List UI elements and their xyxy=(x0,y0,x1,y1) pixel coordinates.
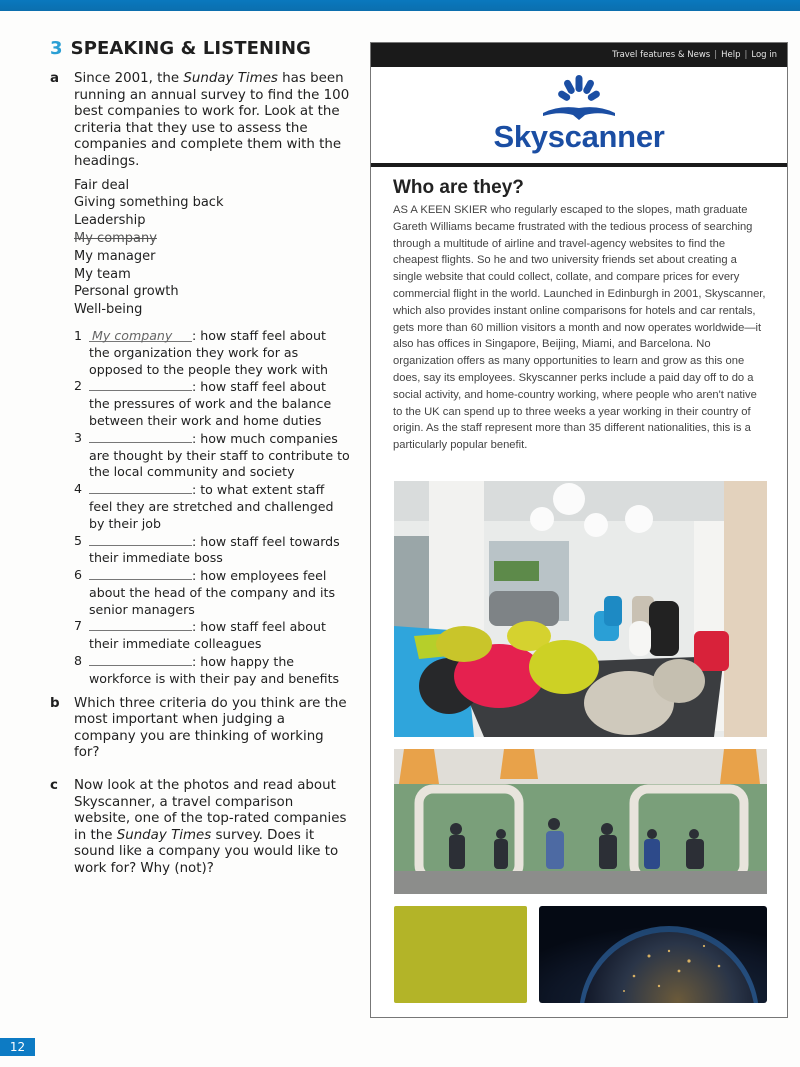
criteria-item xyxy=(74,653,350,688)
color-swatch xyxy=(394,906,527,1003)
heading-item-used: My company xyxy=(74,230,157,246)
section-number: 3 xyxy=(50,38,63,59)
criteria-item xyxy=(74,481,350,532)
article xyxy=(371,167,787,454)
task-letter: c xyxy=(50,778,58,794)
answer-blank[interactable] xyxy=(89,481,192,494)
site-nav-bar xyxy=(371,43,787,67)
criteria-text: : how staff feel about the organization they work for as opposed to the people they work with xyxy=(89,327,329,377)
nav-link-login[interactable]: Log in xyxy=(751,50,777,60)
earth-illustration xyxy=(539,906,767,1003)
criteria-item xyxy=(74,378,350,429)
task-b-text: Which three criteria do you think are the most important when judging a company you are thinking of working for? xyxy=(74,695,347,761)
nav-link-help[interactable]: Help xyxy=(721,50,741,60)
criteria-text: : to what extent staff feel they are stretched and challenged by their job xyxy=(89,482,334,531)
item-number: 7 xyxy=(74,618,83,634)
criteria-item xyxy=(74,328,350,378)
criteria-item xyxy=(74,533,350,568)
skyscanner-webpage xyxy=(370,42,788,1018)
publication-name: Sunday Times xyxy=(116,827,212,843)
item-number: 5 xyxy=(74,532,83,548)
top-color-bar xyxy=(0,0,800,11)
item-number: 1 xyxy=(74,327,83,343)
page-number: 12 xyxy=(0,1038,35,1056)
nav-separator: | xyxy=(714,50,718,60)
headings-list xyxy=(74,177,350,319)
item-number: 6 xyxy=(74,567,83,583)
answer-blank[interactable] xyxy=(89,533,192,546)
answer-blank[interactable] xyxy=(89,653,192,666)
criteria-item xyxy=(74,567,350,618)
item-number: 2 xyxy=(74,378,83,394)
heading-item: Giving something back xyxy=(74,195,224,211)
criteria-text: : how happy the workforce is with their pay and benefits xyxy=(89,654,340,686)
text-part: survey. Does it sound like a company you would like to work for? Why (not)? xyxy=(74,827,339,877)
item-number: 3 xyxy=(74,429,83,445)
task-a-instructions xyxy=(74,71,350,171)
section-title xyxy=(50,38,350,59)
task-a xyxy=(50,71,350,688)
heading-item: Well-being xyxy=(74,302,143,318)
criteria-item xyxy=(74,618,350,653)
office-lounge-photo xyxy=(394,481,767,737)
task-b xyxy=(50,696,350,762)
answer-blank[interactable] xyxy=(89,567,192,580)
logo-wordmark: Skyscanner xyxy=(493,119,665,154)
item-number: 8 xyxy=(74,653,83,669)
criteria-list xyxy=(74,328,350,688)
task-letter: a xyxy=(50,71,60,86)
answer-blank[interactable] xyxy=(89,378,192,391)
heading-item: Leadership xyxy=(74,213,146,229)
office-lounge-illustration xyxy=(394,481,767,737)
heading-item: Fair deal xyxy=(74,177,130,193)
heading-item: Personal growth xyxy=(74,284,179,300)
sunrise-icon xyxy=(539,75,619,121)
cafe-booths-photo xyxy=(394,749,767,894)
article-heading: Who are they? xyxy=(393,177,524,198)
text-part: Now look at the photos and read about Skyscanner, a travel comparison website, one of the top-rated companies in the xyxy=(74,778,347,843)
text-part: has been running an annual survey to find the 100 best companies to work for. Look at the criteria that they use to assess the companies and complete them with the headings. xyxy=(74,71,350,169)
text-part: Since 2001, the xyxy=(74,71,184,86)
criteria-text: : how staff feel about their immediate colleagues xyxy=(89,619,326,652)
criteria-text: : how staff feel about the pressures of work and the balance between their work and home duties xyxy=(89,379,332,428)
criteria-text: : how staff feel towards their immediate boss xyxy=(89,533,340,566)
exercise-column xyxy=(50,38,350,878)
nav-link-travel-features[interactable]: Travel features & News xyxy=(612,50,711,60)
task-c xyxy=(50,778,350,878)
article-body: AS A KEEN SKIER who regularly escaped to the slopes, math graduate Gareth Williams became frustrated with the tedious process of searching through a multitude of airline and travel-agency websites to find the cheapest flights. So he and two university friends set about creating a single website that could collect, collate, and compare prices for every commercial flight in the world. Launched in Edinburgh in 2001, Skyscanner, which also provides instant online comparisons for hotels and car rentals, gets more than 60 million visitors a month and now operates worldwide—it also has offices in Singapore, Beijing, Miami, and Barcelona. No organization offers as many opportunities to learn and grow as this one does, say its employees. Skyscanner perks include a paid day off to do a social activity, and home-country working, where people who aren't native to the UK can spend up to three weeks a year working in their country of origin. As the staff represent more than 35 different nationalities, this is a particularly popular benefit. xyxy=(393,204,766,452)
section-title-text: SPEAKING & LISTENING xyxy=(70,38,312,59)
task-c-text xyxy=(74,778,350,878)
earth-at-night-photo xyxy=(539,906,767,1003)
nav-separator: | xyxy=(744,50,748,60)
skyscanner-logo xyxy=(371,67,787,163)
criteria-item xyxy=(74,430,350,481)
answer-blank[interactable] xyxy=(89,618,192,631)
criteria-text: : how much companies are thought by their staff to contribute to the local community and society xyxy=(89,430,350,480)
heading-item: My team xyxy=(74,266,131,282)
publication-name: Sunday Times xyxy=(183,71,278,86)
task-letter: b xyxy=(50,695,60,711)
answer-blank[interactable]: My company xyxy=(89,329,192,342)
answer-blank[interactable] xyxy=(89,430,192,443)
item-number: 4 xyxy=(74,481,83,497)
heading-item: My manager xyxy=(74,248,156,264)
criteria-text: : how employees feel about the head of the company and its senior managers xyxy=(89,568,336,617)
cafe-booths-illustration xyxy=(394,749,767,894)
